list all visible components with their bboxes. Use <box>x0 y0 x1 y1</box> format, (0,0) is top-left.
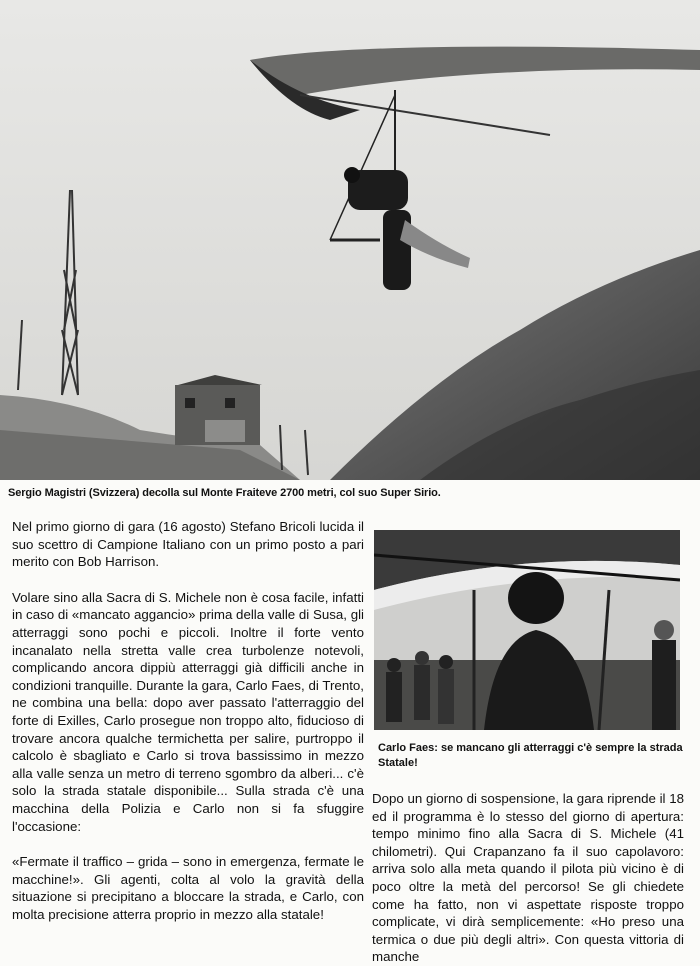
paragraph: Dopo un giorno di sospensione, la gara riprende il 18 ed il programma è lo stesso del giorno di apertura: tempo minimo fino alla Sacra di S. Michele (41 chilometri). Qui Crapanzano fa il suo capolavoro: arriva solo alla meta quando il pilota più vicino è di poco oltre la metà del percorso! Se gli chiedete come ha fatto, non vi aspettate risposte troppo complicate, vi dirà semplicemente: «Ho preso una termica o due più degli altri». Con questa vittoria di manche <box>372 791 684 965</box>
hang-glider-photo <box>0 0 700 480</box>
side-photo-caption: Carlo Faes: se mancano gli atterraggi c'è sempre la strada Statale! <box>378 742 683 769</box>
main-photo-caption: Sergio Magistri (Svizzera) decolla sul Monte Fraiteve 2700 metri, col suo Super Sirio. <box>8 487 441 499</box>
paragraph: Nel primo giorno di gara (16 agosto) Stefano Bricoli lucida il suo scettro di Campione Italiano con un primo posto a pari merito con Bob Harrison. <box>12 519 364 570</box>
paragraph: «Fermate il traffico – grida – sono in emergenza, fermate le macchine!». Gli agenti, colta al volo la gravità della situazione si precipitano a bloccare la strada, e Carlo, con molta precisione atterra proprio in mezzo alla statale! <box>12 854 364 922</box>
carlo-faes-photo <box>374 530 680 730</box>
article-right-column <box>372 790 684 966</box>
article-left-column <box>12 518 364 941</box>
paragraph: Volare sino alla Sacra di S. Michele non è cosa facile, infatti in caso di «mancato aggancio» prima della valle di Susa, gli atterraggi sono pochi e piccoli. Inoltre il forte vento incanalato nella stretta valle crea turbolenze notevoli, complicando ancora dippiù atterraggi già difficili anche in condizioni tranquille. Durante la gara, Carlo Faes, di Trento, ne combina una bella: dopo aver passato l'atterraggio del forte di Exilles, Carlo prosegue non troppo alto, fiducioso di trovare ancora qualche termichetta per salire, purtroppo il calcolo è sbagliato e Carlo si trova bassissimo in mezzo alla valle senza un metro di terreno sgombro da alberi... c'è solo la strada statale disponibile... Sulla strada c'è una macchina della Polizia e Carlo non si fa sfuggire l'occasione: <box>12 589 364 834</box>
